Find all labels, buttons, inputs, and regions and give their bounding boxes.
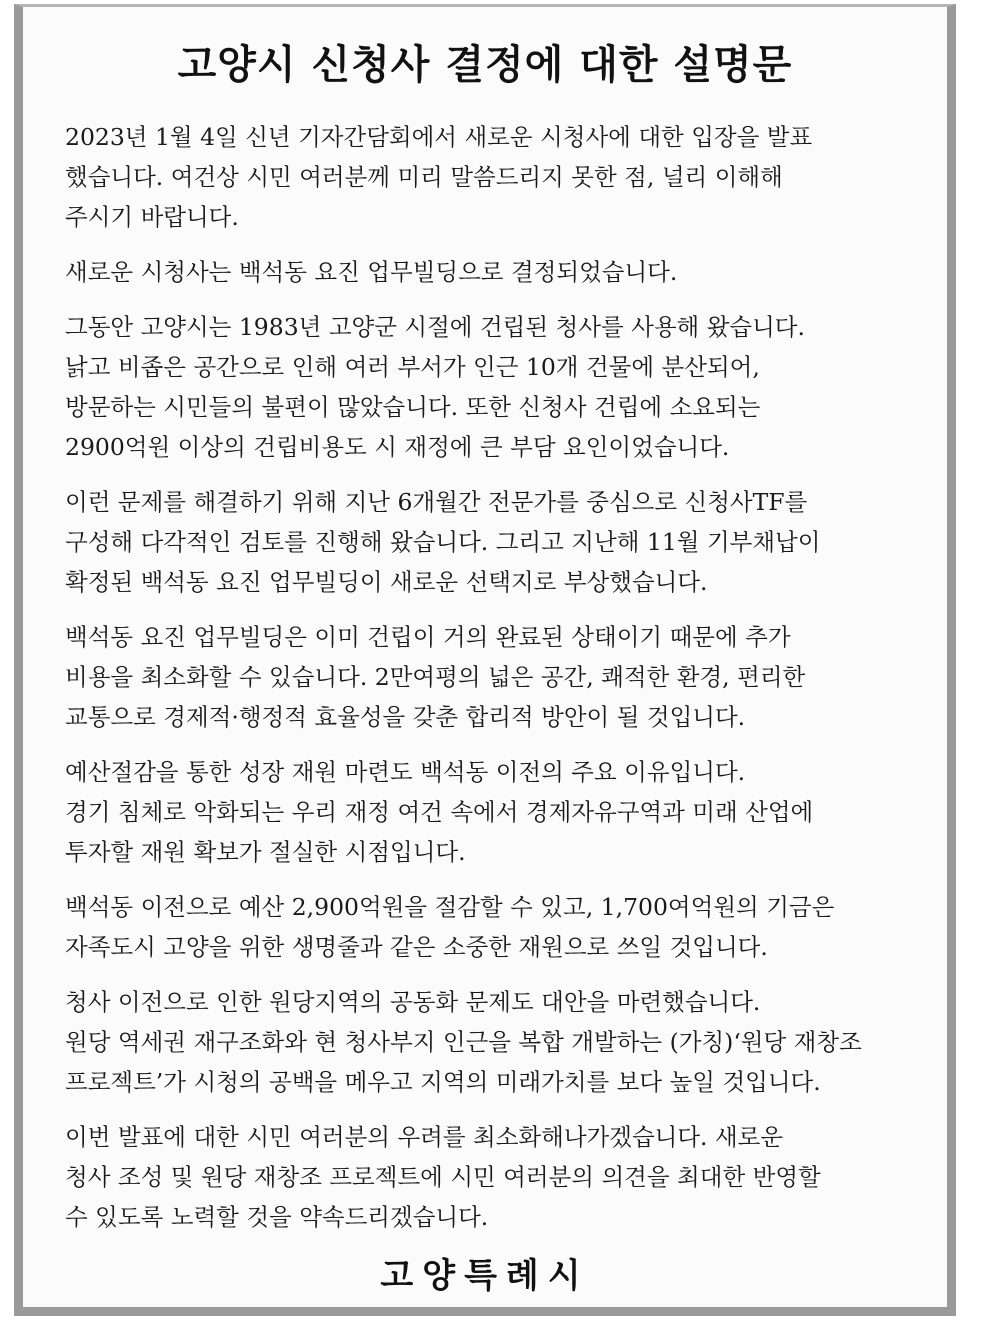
document-title: 고양시 신청사 결정에 대한 설명문: [177, 42, 793, 88]
paragraph-9: 이번 발표에 대한 시민 여러분의 우려를 최소화해나가겠습니다. 새로운 청사 조성 및 원당 재창조 프로젝트에 시민 여러분의 의견을 최대한 반영할 수 있도록 노력할 것을 약속드리겠습니다.: [65, 1123, 821, 1231]
paragraph-1: 2023년 1월 4일 신년 기자간담회에서 새로운 시청사에 대한 입장을 발표 했습니다. 여건상 시민 여러분께 미리 말씀드리지 못한 점, 널리 이해해 주시기 바랍니다.: [65, 123, 813, 231]
paragraph-2: 새로운 시청사는 백석동 요진 업무빌딩으로 결정되었습니다.: [65, 258, 678, 286]
paragraph-7: 백석동 이전으로 예산 2,900억원을 절감할 수 있고, 1,700여억원의 기금은 자족도시 고양을 위한 생명줄과 같은 소중한 재원으로 쓰일 것입니다.: [65, 893, 835, 961]
document-frame: [14, 4, 956, 1316]
paragraph-4: 이런 문제를 해결하기 위해 지난 6개월간 전문가를 중심으로 신청사TF를 구성해 다각적인 검토를 진행해 왔습니다. 그리고 지난해 11월 기부채납이 확정된 백석동 요진 업무빌딩이 새로운 선택지로 부상했습니다.: [65, 488, 821, 596]
document-body: [65, 117, 925, 1252]
signature: 고양특례시: [380, 1256, 590, 1296]
paragraph-5: 백석동 요진 업무빌딩은 이미 건립이 거의 완료된 상태이기 때문에 추가 비용을 최소화할 수 있습니다. 2만여평의 넓은 공간, 쾌적한 환경, 편리한 교통으로 경제적·행정적 효율성을 갖춘 합리적 방안이 될 것입니다.: [65, 623, 806, 731]
paragraph-8: 청사 이전으로 인한 원당지역의 공동화 문제도 대안을 마련했습니다. 원당 역세권 재구조화와 현 청사부지 인근을 복합 개발하는 (가칭)‘원당 재창조 프로젝트’가 시청의 공백을 메우고 지역의 미래가치를 보다 높일 것입니다.: [65, 988, 862, 1096]
paragraph-3: 그동안 고양시는 1983년 고양군 시절에 건립된 청사를 사용해 왔습니다. 낡고 비좁은 공간으로 인해 여러 부서가 인근 10개 건물에 분산되어, 방문하는 시민들의 불편이 많았습니다. 또한 신청사 건립에 소요되는 2900억원 이상의 건립비용도 시 재정에 큰 부담 요인이었습니다.: [65, 313, 805, 461]
paragraph-6: 예산절감을 통한 성장 재원 마련도 백석동 이전의 주요 이유입니다. 경기 침체로 악화되는 우리 재정 여건 속에서 경제자유구역과 미래 산업에 투자할 재원 확보가 절실한 시점입니다.: [65, 758, 814, 866]
